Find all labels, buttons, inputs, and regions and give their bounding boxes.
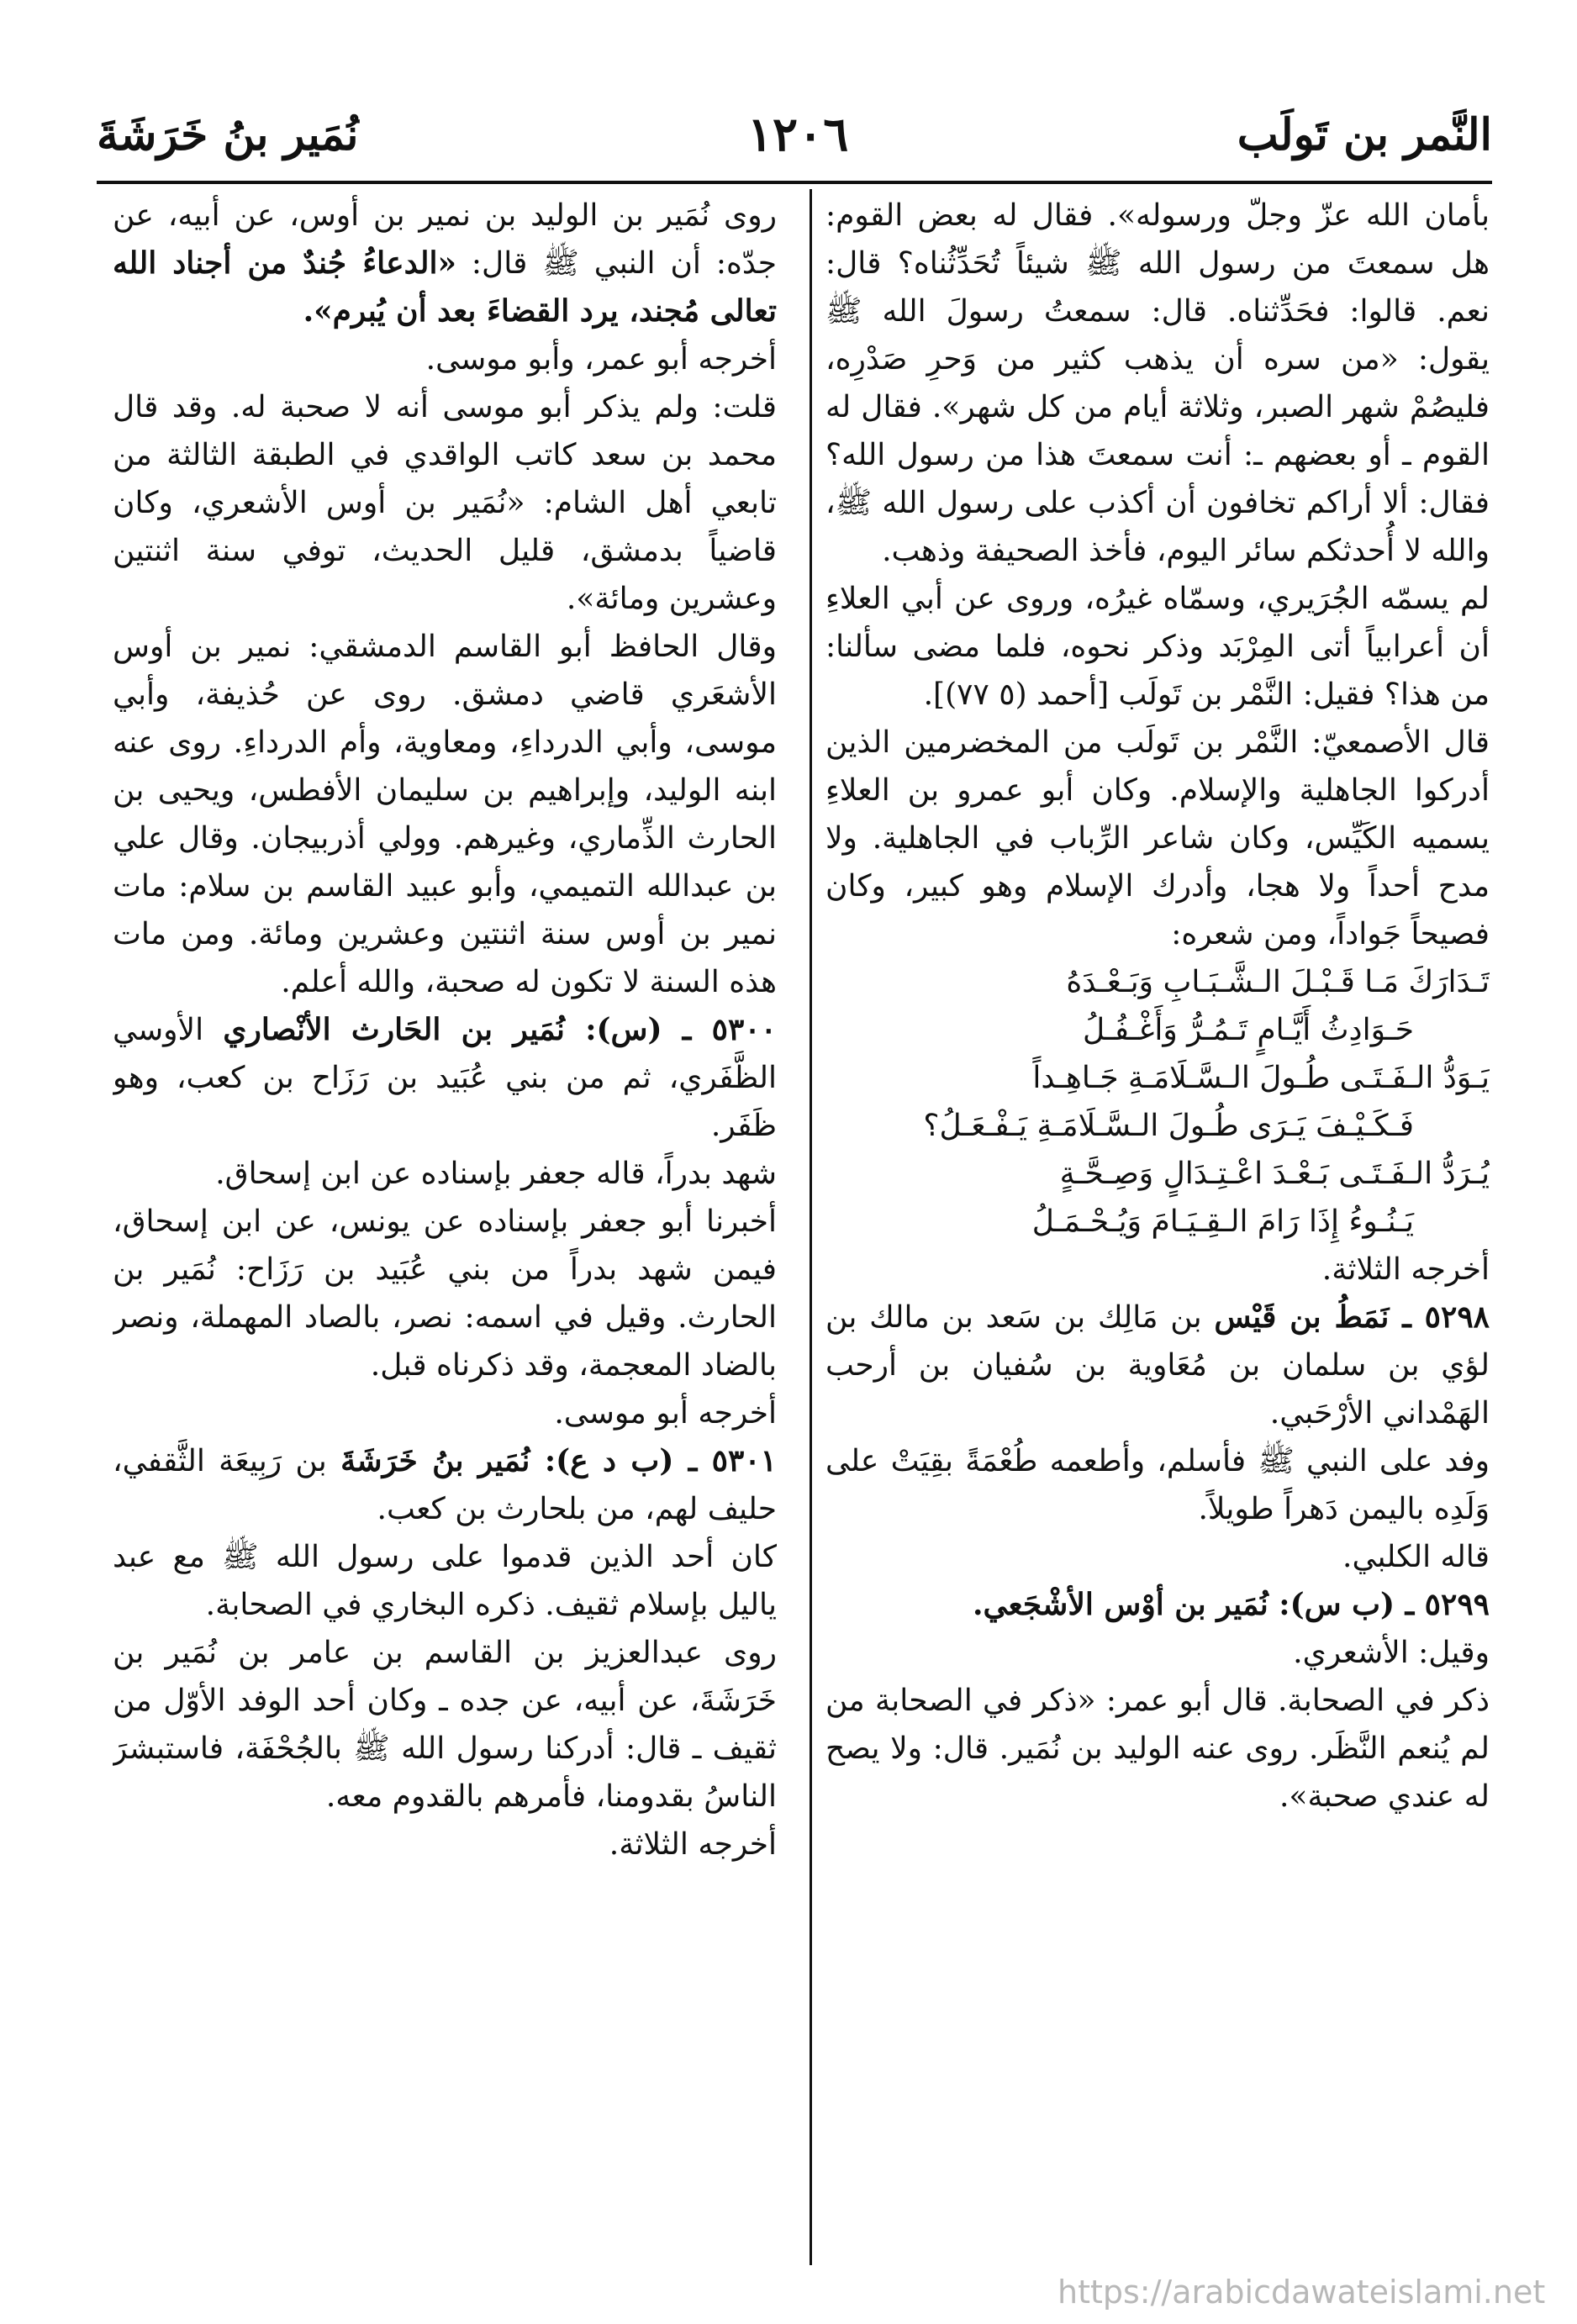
paragraph: أخرجه الثلاثة. — [1321, 1252, 1490, 1287]
entry-text: بن رَبِيعَة الثَّقفي، حليف لهم، من بلحارث بن كعب. — [113, 1444, 777, 1526]
paragraph: ذكر في الصحابة. قال أبو عمر: «ذكر في الصحابة من لم يُنعم النَّظَر. روى عنه الوليد بن نُمَير. قال: ولا يصح له عندي صحبة». — [825, 1684, 1490, 1814]
paragraph: أخرجه أبو موسى. — [554, 1396, 777, 1431]
paragraph: بأمان الله عزّ وجلّ ورسوله». فقال له بعض القوم: هل سمعتَ من رسول الله ﷺ شيئاً تُحَدِّثُناه؟ قال: نعم. قالوا: فحَدِّثناه. قال: سمعتُ رسولَ الله ﷺ يقول: «من سره أن يذهب كثير من وَحرِ صَدْرِه، فليصُمْ شهر الصبر، وثلاثة أيام من كل شهر». فقال له القوم ـ أو بعضهم ـ: أنت سمعتَ هذا من رسول الله؟ فقال: ألا أراكم تخافون أن أكذب على رسول الله ﷺ، والله لا أُحدثكم سائر اليوم، فأخذ الصحيفة وذهب. — [825, 198, 1490, 568]
running-title-left: نُمَير بنُ خَرَشَةَ — [97, 108, 359, 161]
watermark-url: https://arabicdawateislami.net — [1057, 2274, 1546, 2311]
paragraph: وقال الحافظ أبو القاسم الدمشقي: نمير بن أوس الأشعَري قاضي دمشق. روى عن حُذيفة، وأبي موسى، وأبي الدرداءِ، ومعاوية، وأم الدرداءِ. روى عنه ابنه الوليد، وإبراهيم بن سليمان الأفطس، ويحيى بن الحارث الذِّماري، وغيرهم. وولي أذربيجان. وقال علي بن عبدالله التميمي، وأبو عبيد القاسم بن سلام: مات نمير بن أوس سنة اثنتين وعشرين ومائة. ومن مات هذه السنة لا تكون له صحبة، والله أعلم. — [113, 630, 777, 999]
entry-text: بن مَالِك بن سَعد بن مالك بن لؤي بن سلمان بن مُعَاوية بن سُفيان بن أرحب الهَمْداني الأرْحَبي. — [825, 1300, 1490, 1431]
poem-line: يَـنُـوءُ إِذَا رَامَ الـقِـيَـامَ وَيُـحْـمَـلُ — [1031, 1204, 1414, 1239]
paragraph: أخرجه الثلاثة. — [609, 1827, 777, 1862]
entry-heading: ٥٣٠٠ ـ (س): نُمَير بن الحَارث الأنْصاري — [223, 1012, 777, 1047]
entry-5298 — [825, 1294, 1490, 1437]
paragraph: شهد بدراً، قاله جعفر بإسناده عن ابن إسحاق. — [215, 1157, 777, 1191]
page-number: ١٢٠٦ — [746, 107, 849, 162]
paragraph: قلت: ولم يذكر أبو موسى أنه لا صحبة له. وقد قال محمد بن سعد كاتب الواقدي في الطبقة الثالثة من تابعي أهل الشام: «نُمَير بن أوس الأشعري، وكان قاضياً بدمشق، قليل الحديث، توفي سنة اثنتين وعشرين ومائة». — [113, 390, 777, 616]
hadith-text: «الدعاءُ جُندٌ من أجناد الله تعالى مُجند، يرد القضاءَ بعد أن يُبرم». — [113, 245, 777, 329]
paragraph: روى عبدالعزيز بن القاسم بن عامر بن نُمَير بن خَرَشَةَ، عن أبيه، عن جده ـ وكان أحد الوفد الأوّل من ثقيف ـ قال: أدركنا رسول الله ﷺ بالجُحْفَة، فاستبشرَ الناسُ بقدومنا، فأمرهم بالقدوم معه. — [113, 1636, 777, 1814]
paragraph: قال الأصمعيّ: النَّمْر بن تَولَب من المخضرمين الذين أدركوا الجاهلية والإسلام. وكان أبو عمرو بن العلاءِ يسميه الكَيِّس، وكان شاعر الرِّباب في الجاهلية. ولا مدح أحداً ولا هجا، وأدرك الإسلام وهو كبير، وكان فصيحاً جَواداً، ومن شعره: — [825, 725, 1490, 951]
left-column — [113, 192, 777, 2242]
entry-text: الأوسي الظَّفَري، ثم من بني عُبَيد بن رَزَاح بن كعب، وهو ظَفَر. — [113, 1013, 777, 1143]
header-rule — [97, 181, 1492, 184]
poem-line: فَـكَـيْـفَ يَـرَى طُـولَ الـسَّـلَامَـةِ يَـفْـعَـلُ؟ — [923, 1109, 1414, 1143]
page-header — [97, 101, 1492, 168]
entry-5299-heading: ٥٢٩٩ ـ (ب س): نُمَير بن أوْس الأشْجَعي. — [973, 1587, 1490, 1622]
paragraph: كان أحد الذين قدموا على رسول الله ﷺ مع عبد ياليل بإسلام ثقيف. ذكره البخاري في الصحابة. — [113, 1540, 777, 1622]
paragraph — [113, 192, 777, 335]
running-title-right: النَّمر بن تَولَب — [1237, 108, 1492, 161]
paragraph: أخرجه أبو عمر، وأبو موسى. — [425, 342, 777, 377]
paragraph: لم يسمّه الجُرَيري، وسمّاه غيرُه، وروى عن أبي العلاءِ أن أعرابياً أتى المِرْبَد وذكر نحوه، فلما مضى سألنا: من هذا؟ فقيل: النَّمْر بن تَولَب [أحمد (٥ ٧٧)]. — [825, 582, 1490, 712]
right-column — [825, 192, 1490, 2242]
poem-line: حَـوَادِثُ أَيَّـامٍ تَـمُـرُّ وَأَغْـفُـلُ — [1082, 1013, 1414, 1047]
poem — [825, 958, 1490, 1246]
poem-line: تَـدَارَكَ مَـا قَـبْـلَ الـشَّـبَـابِ وَبَـعْـدَهُ — [1066, 965, 1490, 999]
paragraph: قاله الكلبي. — [1342, 1540, 1490, 1574]
text: روى نُمَير بن الوليد بن نمير بن أوس، عن أبيه، عن جدّه: أن النبي ﷺ قال: — [113, 198, 777, 281]
paragraph: أخبرنا أبو جعفر بإسناده عن يونس، عن ابن إسحاق، فيمن شهد بدراً من بني عُبَيد بن رَزَاح: نُمَير بن الحارث. وقيل في اسمه: نصر، بالصاد المهملة، ونصر بالضاد المعجمة، وقد ذكرناه قبل. — [113, 1204, 777, 1383]
poem-line: يُـرَدُّ الـفَـتَـى بَـعْـدَ اعْـتِـدَالٍ وَصِـحَّـةٍ — [1059, 1157, 1490, 1191]
entry-5301 — [113, 1437, 777, 1533]
paragraph: وقيل: الأشعري. — [1293, 1636, 1490, 1670]
paragraph: وفد على النبي ﷺ فأسلم، وأطعمه طُعْمَةً بقِيَتْ على وَلَدِه باليمن دَهراً طويلاً. — [825, 1444, 1490, 1526]
entry-5300 — [113, 1006, 777, 1150]
poem-line: يَـوَدُّ الـفَـتَـى طُـولَ الـسَّـلَامَـةِ جَـاهِـداً — [1032, 1061, 1490, 1095]
entry-heading: ٥٣٠١ ـ (ب د ع): نُمَير بنُ خَرَشَةَ — [340, 1443, 777, 1478]
entry-heading: ٥٢٩٨ ـ نَمَطُ بن قَيْس — [1214, 1299, 1490, 1335]
column-divider — [810, 189, 812, 2265]
